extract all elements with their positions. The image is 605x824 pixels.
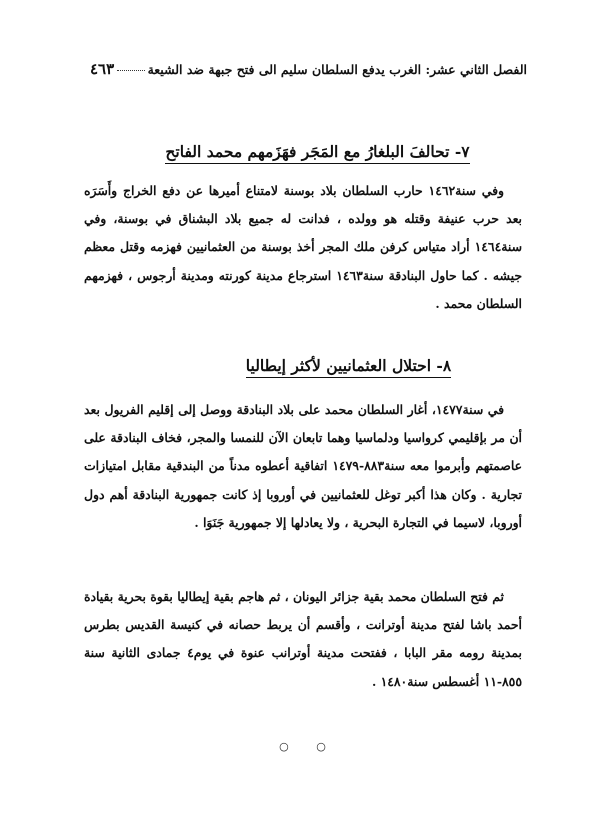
section-body <box>84 583 522 696</box>
section-heading <box>0 142 605 164</box>
section-heading-text: ٧- تحالفَ البلغارُ مع المَجَر فهَزَمهم محمد الفاتح <box>165 142 469 164</box>
paragraph: ثم فتح السلطان محمد بقية جزائر اليونان ، ثم هاجم بقية إيطاليا بقوة بحرية بقيادة أحمد باشا لفتح مدينة أوترانت ، وأقسم أن يربط حصانه في كنيسة القديس بطرس بمدينة رومه مقر البابا ، ففتحت مدينة أوترانب عنوة في يوم٤ جمادى الثانية سنة ٨٥٥-١١ أغسطس سنة١٤٨٠ . <box>84 589 522 689</box>
page-number: ٤٦٣ <box>90 60 115 78</box>
leader-dots <box>117 70 144 71</box>
running-header <box>90 60 527 78</box>
section-heading-text: ٨- احتلال العثمانيين لأكثر إيطاليا <box>246 356 451 378</box>
chapter-title: الفصل الثاني عشر: الغرب يدفع السلطان سليم الى فتح جبهة ضد الشيعة <box>147 62 527 77</box>
paragraph: في سنة١٤٧٧، أغار السلطان محمد على بلاد البنادقة ووصل إلى إقليم الفريول بعد أن مر بإقليمي كرواسيا ودلماسيا وهما تابعان الآن للنمسا والمجر، فخاف البنادقة على عاصمتهم وأبرموا معه سنة٨٨٣-١٤٧٩ اتفاقية أعطوه مدناً من البندقية مقابل امتيازات تجارية . وكان هذا أكبر توغل للعثمانيين في أوروبا إذ كانت جمهورية البنادقة أهم دول أوروبا، لاسيما في التجارة البحرية ، ولا يعادلها إلا جمهورية جَنَوَا . <box>84 402 522 530</box>
section-heading <box>0 356 605 378</box>
section-body <box>84 396 522 537</box>
paragraph: وفي سنة١٤٦٢ حارب السلطان بلاد بوسنة لامتناع أميرها عن دفع الخراج وأَسَرَه بعد حرب عنيفة وقتله هو وولده ، فدانت له جميع بلاد البشناق في بوسنة، وفي سنة١٤٦٤ أراد متياس كرفن ملك المجر أخذ بوسنة من العثمانيين فهزمه وقتل معظم جيشه . كما حاول البنادقة سنة١٤٦٣ استرجاع مدينة كورنته ومدينة أرجوس ، فهزمهم السلطان محمد . <box>84 183 522 311</box>
end-ornament: ○ ○ <box>279 740 338 753</box>
section-body <box>84 177 522 318</box>
